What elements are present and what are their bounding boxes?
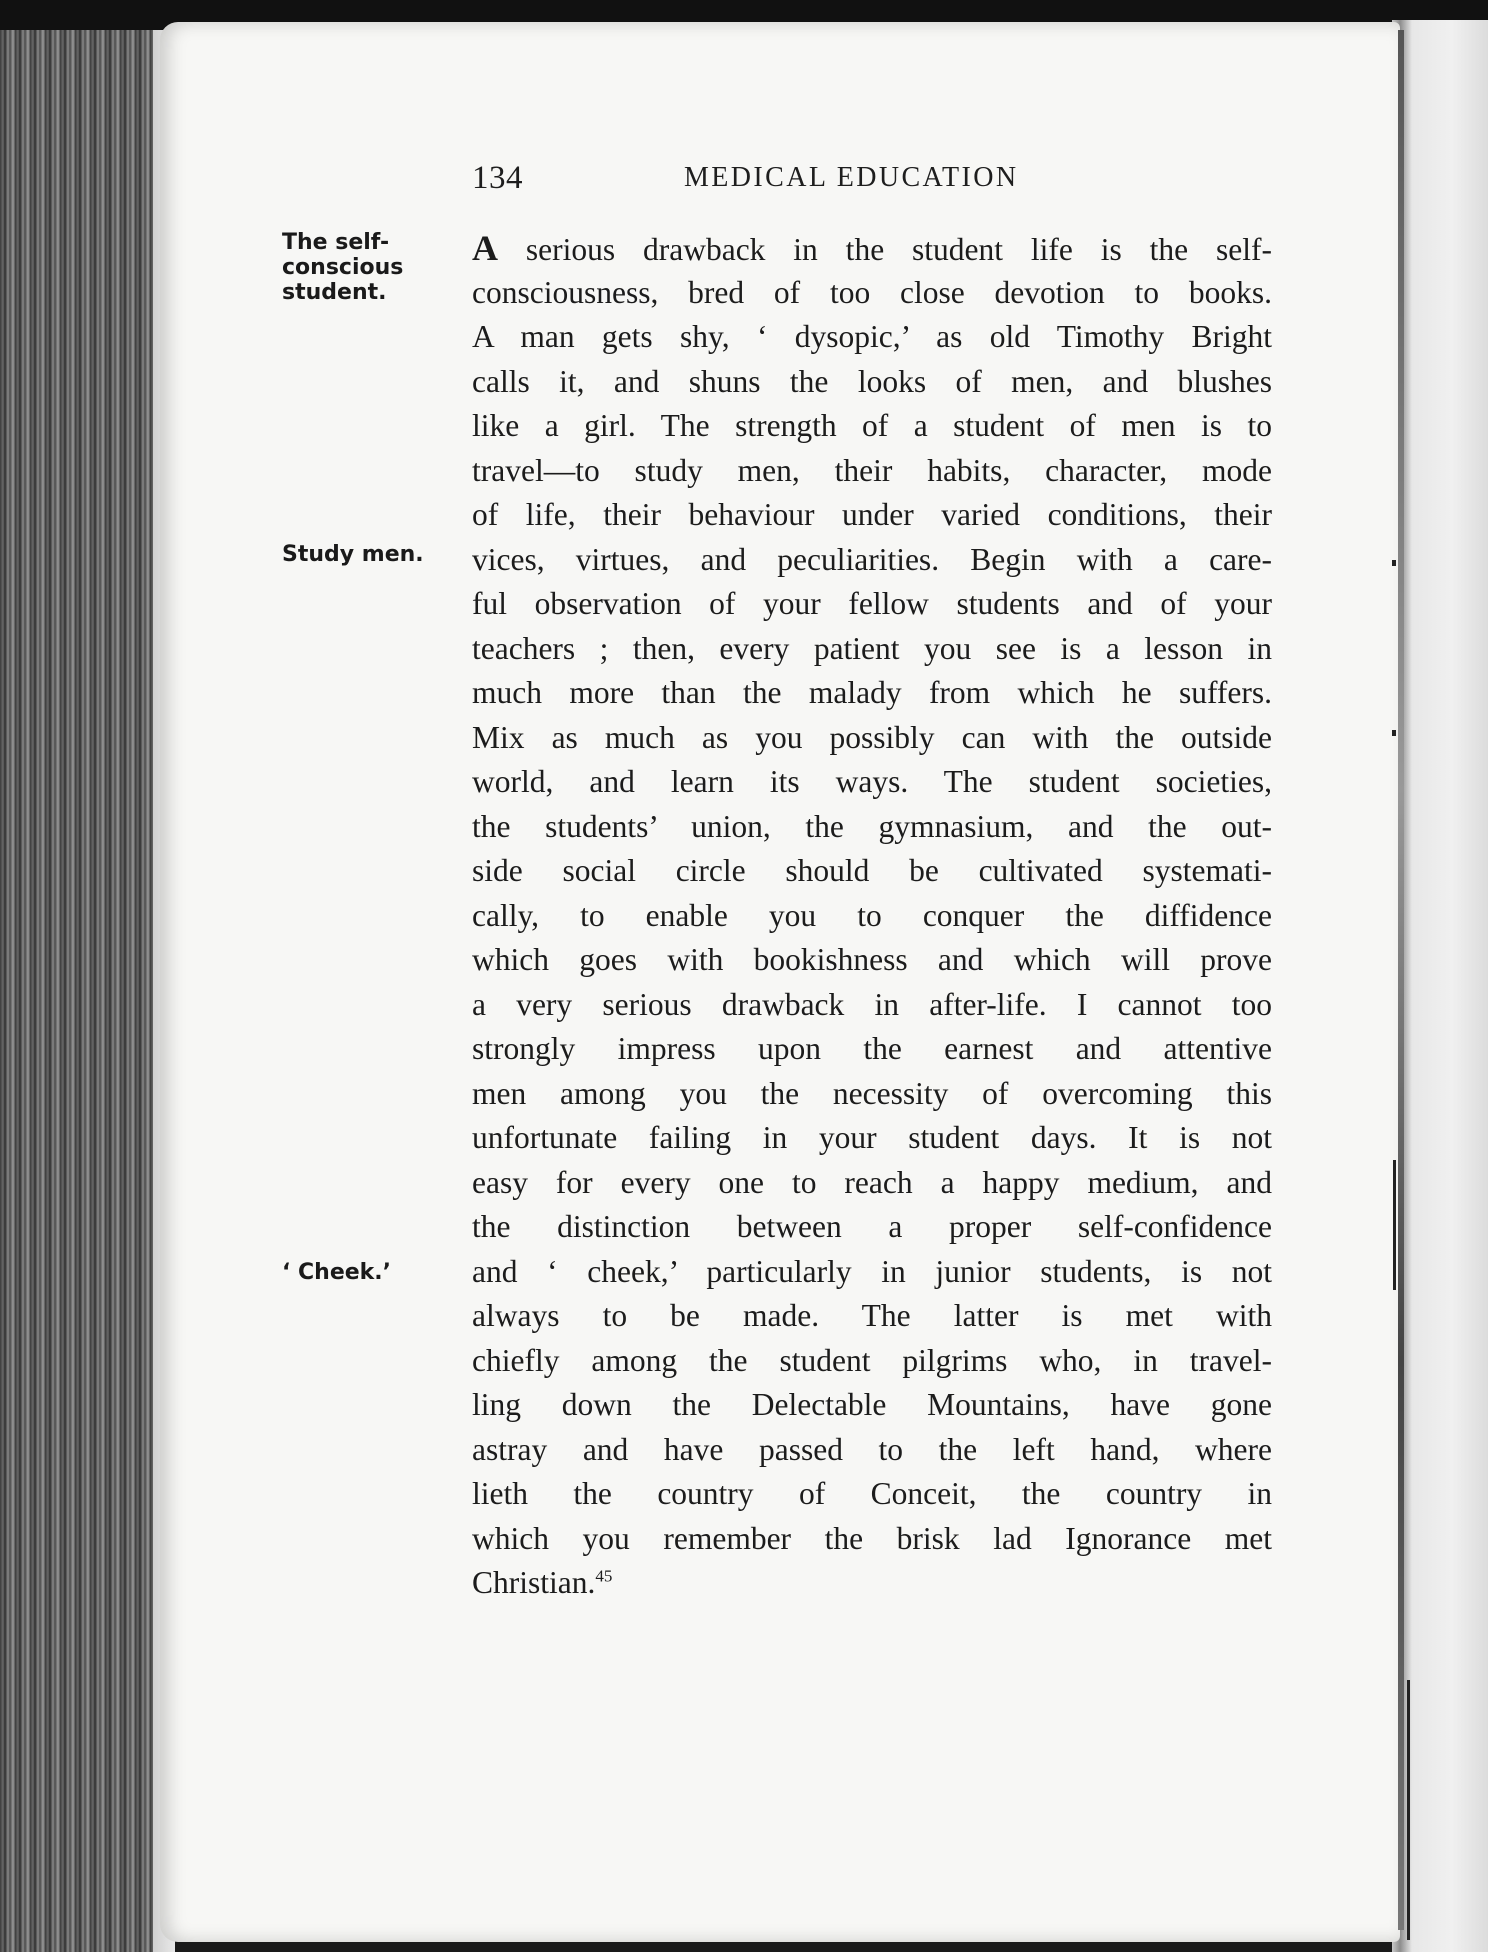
right-edge-mark [1392, 730, 1396, 736]
dropcap: A [472, 228, 498, 268]
page-gutter [1398, 30, 1404, 1930]
margin-note-line: conscious [282, 255, 404, 280]
margin-note-self-conscious [282, 230, 442, 305]
text-line-content: Christian. [472, 1565, 596, 1600]
text-line: a very serious drawback in after-life. I cannot too [472, 986, 1272, 1022]
text-line: men among you the necessity of overcoming this [472, 1075, 1272, 1111]
text-line: strongly impress upon the earnest and attentive [472, 1031, 1272, 1066]
text-line: ful observation of your fellow students and of your [472, 586, 1272, 621]
right-edge-mark [1393, 1160, 1396, 1290]
text-line: much more than the malady from which he suffers. [472, 675, 1272, 710]
book-page-edges-left [0, 30, 175, 1952]
text-line: which you remember the brisk lad Ignorance met [472, 1520, 1272, 1556]
text-line: unfortunate failing in your student days. It is not [472, 1120, 1272, 1155]
footnote-reference[interactable]: 45 [595, 1566, 613, 1586]
text-line: world, and learn its ways. The student societies, [472, 764, 1272, 799]
right-edge-mark [1407, 1680, 1410, 1940]
text-line: teachers ; then, every patient you see is a lesson in [472, 630, 1272, 666]
text-line: chiefly among the student pilgrims who, in travel- [472, 1342, 1272, 1378]
text-line: A man gets shy, ‘ dysopic,’ as old Timothy Bright [472, 319, 1272, 354]
book-page-edges-right [1392, 20, 1488, 1952]
margin-note-line: Study men. [282, 542, 424, 567]
margin-note-cheek [282, 1260, 442, 1285]
page-number: 134 [472, 160, 523, 196]
margin-note-line: student. [282, 280, 387, 305]
text-line: the students’ union, the gymnasium, and the out- [472, 808, 1272, 844]
text-line: ling down the Delectable Mountains, have gone [472, 1387, 1272, 1422]
margin-note-study-men [282, 542, 442, 567]
text-line-last [472, 1561, 1272, 1606]
text-line: side social circle should be cultivated systemati- [472, 853, 1272, 888]
page-header [472, 160, 1272, 200]
text-line: the distinction between a proper self-confidence [472, 1209, 1272, 1244]
text-line-content: serious drawback in the student life is the self- [498, 232, 1272, 267]
text-line: and ‘ cheek,’ particularly in junior students, is not [472, 1253, 1272, 1289]
text-line: Mix as much as you possibly can with the outside [472, 719, 1272, 755]
text-line: always to be made. The latter is met with [472, 1298, 1272, 1333]
text-line: which goes with bookishness and which will prove [472, 942, 1272, 977]
running-title: MEDICAL EDUCATION [684, 162, 1019, 193]
text-line: vices, virtues, and peculiarities. Begin with a care- [472, 541, 1272, 577]
text-line: of life, their behaviour under varied conditions, their [472, 497, 1272, 532]
text-line: easy for every one to reach a happy medium, and [472, 1164, 1272, 1200]
text-line: calls it, and shuns the looks of men, and blushes [472, 363, 1272, 399]
right-edge-mark [1392, 560, 1396, 566]
text-line: lieth the country of Conceit, the country in [472, 1476, 1272, 1511]
text-line [472, 226, 1272, 271]
body-paragraph [472, 226, 1272, 1606]
margin-note-line: ‘ Cheek.’ [282, 1260, 392, 1285]
text-line: astray and have passed to the left hand, where [472, 1431, 1272, 1467]
text-line: consciousness, bred of too close devotion to books. [472, 274, 1272, 310]
margin-note-line: The self- [282, 230, 390, 255]
text-line: travel—to study men, their habits, character, mode [472, 452, 1272, 488]
text-line: like a girl. The strength of a student of men is to [472, 408, 1272, 443]
text-line: cally, to enable you to conquer the diffidence [472, 897, 1272, 933]
